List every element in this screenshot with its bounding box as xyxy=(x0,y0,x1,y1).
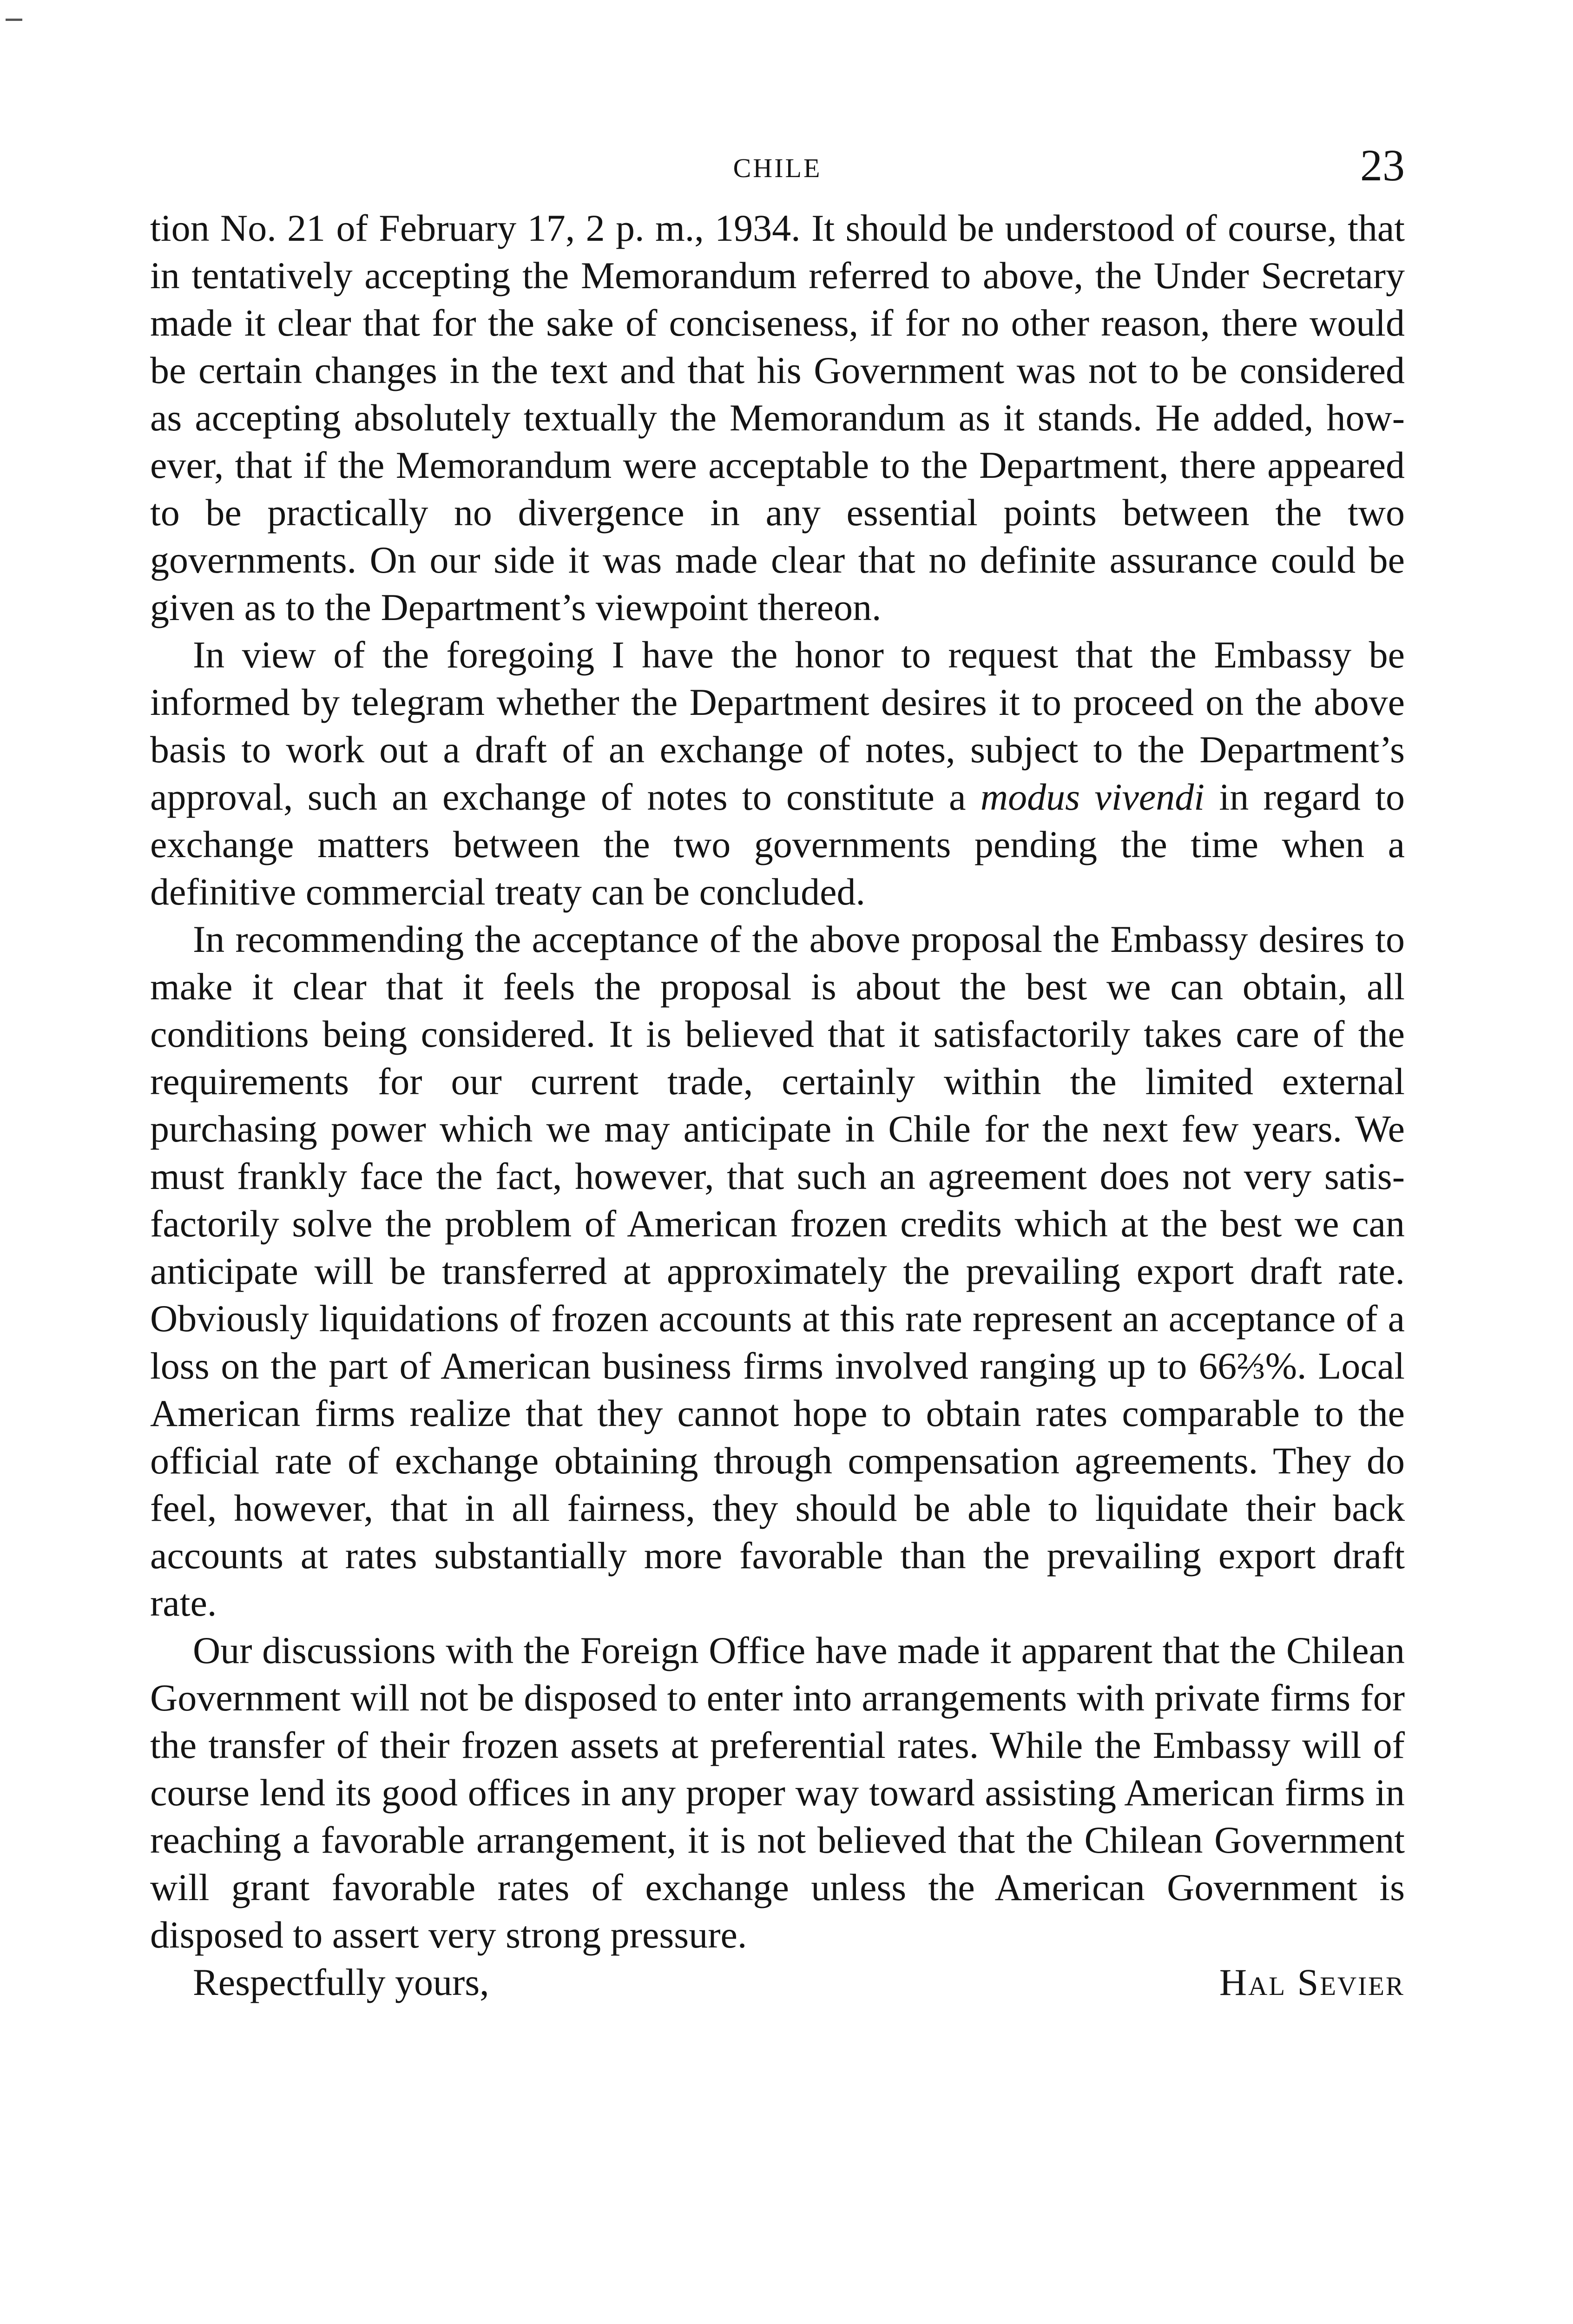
signature-line xyxy=(150,1959,1405,2006)
paragraph xyxy=(150,916,1405,1627)
signer-name: Hal Sevier xyxy=(1219,1961,1405,2003)
paragraph-continuation xyxy=(150,205,1405,631)
paragraph-text: In view of the foregoing I have the honor to request that the Embassy be informed by telegram whether the Department desires it to proceed on the above basis to work out a draft of an exchange of notes, subject to the Department’s approval, such an exchange of notes to constitute a xyxy=(150,634,1405,818)
letter-body xyxy=(150,205,1405,1959)
scan-mark xyxy=(6,19,22,21)
paragraph-text: tion No. 21 of February 17, 2 p. m., 1934. It should be understood of course, that in tentatively accepting the Memorandum referred to above, the Under Secretary made it clear that for the sake of conciseness, if for no other reason, there would be certain changes in the text and that his Government was not to be considered as accepting absolutely textually the Memorandum as it stands. He added, however, that if the Memorandum were acceptable to the Department, there appeared to be practically no divergence in any essential points between the two governments. On our side it was made clear that no definite assurance could be given as to the Department’s viewpoint thereon. xyxy=(150,207,1405,628)
running-head xyxy=(150,139,1405,205)
paragraph xyxy=(150,1627,1405,1959)
paragraph-text: in regard to exchange matters between the two governments pending the time when a definitive commercial treaty can be concluded. xyxy=(150,776,1405,913)
closing: Respectfully yours, xyxy=(193,1961,489,2003)
running-title: CHILE xyxy=(733,153,822,183)
document-page xyxy=(150,139,1405,2006)
paragraph-text: Our discussions with the Foreign Office have made it apparent that the Chilean Government will not be disposed to enter into arrangements with private firms for the transfer of their frozen assets at preferential rates. While the Embassy will of course lend its good offices in any proper way toward assisting American firms in reaching a favorable arrangement, it is not believed that the Chilean Government will grant favorable rates of exchange unless the American Government is disposed to assert very strong pressure. xyxy=(150,1629,1405,1956)
paragraph xyxy=(150,631,1405,916)
italic-phrase: modus vivendi xyxy=(980,776,1205,818)
page-number: 23 xyxy=(1360,140,1405,190)
paragraph-text: In recommending the acceptance of the above proposal the Embassy desires to make it clear that it feels the proposal is about the best we can obtain, all conditions being considered. It is believed that it satisfactorily takes care of the requirements for our current trade, certainly within the limited external purchasing power which we may anticipate in Chile for the next few years. We must frankly face the fact, however, that such an agreement does not very satisfactorily solve the problem of American frozen credits which at the best we can anticipate will be transferred at approximately the prevailing export draft rate. Obviously liquidations of frozen accounts at this rate represent an acceptance of a loss on the part of American business firms involved ranging up to 66⅔%. Local American firms realize that they cannot hope to obtain rates comparable to the official rate of exchange obtaining through compensation agreements. They do feel, however, that in all fairness, they should be able to liquidate their back accounts at rates substantially more favorable than the prevailing export draft rate. xyxy=(150,918,1405,1624)
